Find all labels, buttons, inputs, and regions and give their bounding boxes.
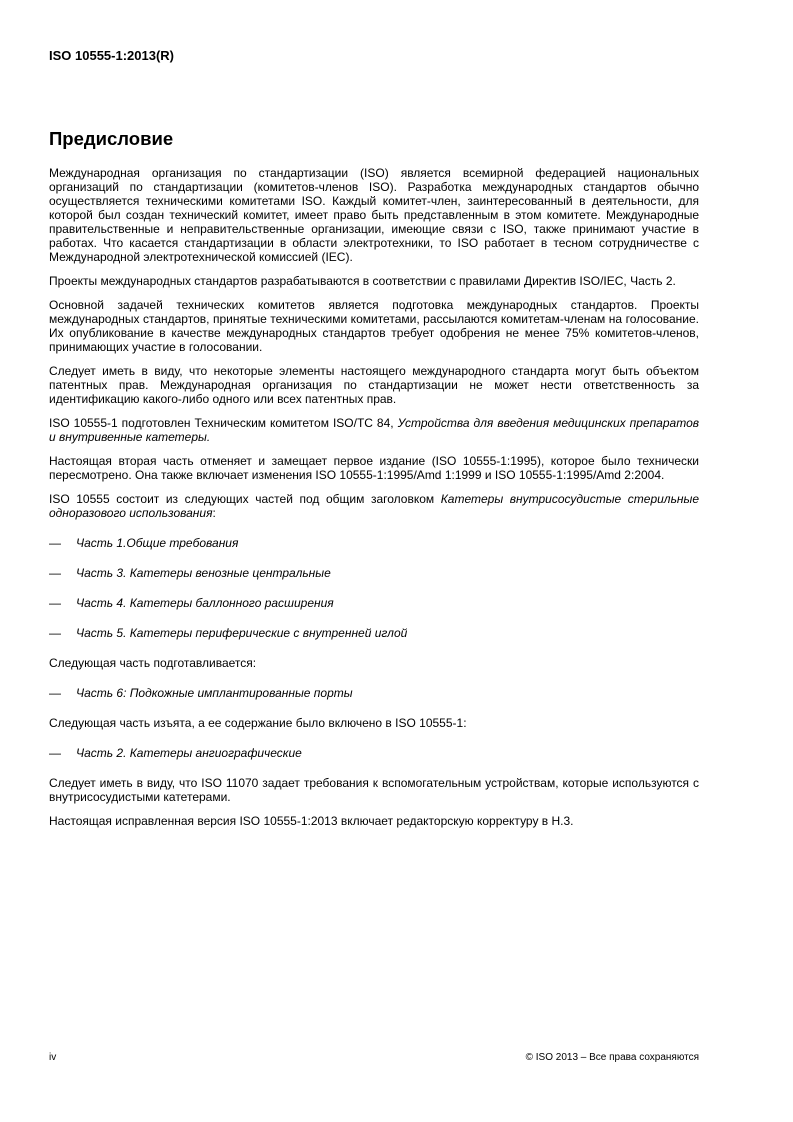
paragraph-committees-task: Основной задачей технических комитетов является подготовка международных стандартов. Проекты международных стандартов, принятые техническими комитетами, рассылаются комитетам-членам на голосование. Их опубликование в качестве международных стандартов требует одобрения не менее 75% комитетов-членов, принимающих участие в голосовании. <box>49 298 699 354</box>
paragraph-preparing: Следующая часть подготавливается: <box>49 656 257 670</box>
committee-title: Устройства для введения медицинских препаратов и внутривенные катетеры. <box>49 416 700 444</box>
part-title: Часть 2. Катетеры ангиографические <box>76 746 302 760</box>
part-title: Часть 4. Катетеры баллонного расширения <box>76 596 334 610</box>
list-item <box>49 596 699 610</box>
list-item <box>49 686 699 700</box>
part-title: Часть 5. Катетеры периферические с внутренней иглой <box>76 626 408 640</box>
dash-marker: — <box>49 746 61 760</box>
prepared-by-text: ISO 10555-1 подготовлен Техническим комитетом ISO/TC 84, <box>49 416 398 430</box>
dash-marker: — <box>49 686 61 700</box>
page-number: iv <box>49 1052 57 1063</box>
paragraph-prepared-by <box>49 416 699 444</box>
parts-intro-text: ISO 10555 состоит из следующих частей под общим заголовком <box>49 492 441 506</box>
copyright-notice: © ISO 2013 – Все права сохраняются <box>525 1052 699 1063</box>
part-title: Часть 1.Общие требования <box>76 536 239 550</box>
paragraph-withdrawn: Следующая часть изъята, а ее содержание было включено в ISO 10555-1: <box>49 716 467 730</box>
paragraph-corrected-version: Настоящая исправленная версия ISO 10555-1:2013 включает редакторскую корректуру в Н.3. <box>49 814 574 828</box>
dash-marker: — <box>49 596 61 610</box>
page-title: Предисловие <box>49 128 174 149</box>
paragraph-patent-notice: Следует иметь в виду, что некоторые элементы настоящего международного стандарта могут быть объектом патентных прав. Международная организация по стандартизации не может нести ответственность за идентификацию какого-либо одного или всех патентных прав. <box>49 364 699 406</box>
dash-marker: — <box>49 536 61 550</box>
list-item <box>49 536 699 550</box>
paragraph-edition-note: Настоящая вторая часть отменяет и замещает первое издание (ISO 10555-1:1995), которое было технически пересмотрено. Она также включает изменения ISO 10555-1:1995/Amd 1:1999 и ISO 10555-1:1995/Amd 2:2004. <box>49 454 699 482</box>
paragraph-parts-intro <box>49 492 699 520</box>
list-item <box>49 566 699 580</box>
paragraph-drafting-rules: Проекты международных стандартов разрабатываются в соответствии с правилами Директив ISO/IEC, Часть 2. <box>49 274 676 288</box>
dash-marker: — <box>49 566 61 580</box>
document-page <box>49 0 699 1122</box>
parts-intro-colon: : <box>212 506 216 520</box>
part-title: Часть 6: Подкожные имплантированные порты <box>76 686 353 700</box>
paragraph-iso-11070: Следует иметь в виду, что ISO 11070 задает требования к вспомогательным устройствам, которые используются с внутрисосудистыми катетерами. <box>49 776 699 804</box>
series-title: Катетеры внутрисосудистые стерильные одноразового использования <box>49 492 699 520</box>
list-item <box>49 626 699 640</box>
dash-marker: — <box>49 626 61 640</box>
list-item <box>49 746 699 760</box>
foreword-body <box>49 166 699 838</box>
document-id: ISO 10555-1:2013(R) <box>49 48 175 63</box>
paragraph-iso-intro: Международная организация по стандартизации (ISO) является всемирной федерацией национальных организаций по стандартизации (комитетов-членов ISO). Разработка международных стандартов обычно осуществляется техническими комитетами ISO. Каждый комитет-член, заинтересованный в деятельности, для которой был создан технический комитет, имеет право быть представленным в этом комитете. Международные правительственные и неправительственные организации, имеющие связи с ISO, также принимают участие в работах. Что касается стандартизации в области электротехники, то ISO работает в тесном сотрудничестве с Международной электротехнической комиссией (IEC). <box>49 166 699 264</box>
part-title: Часть 3. Катетеры венозные центральные <box>76 566 331 580</box>
